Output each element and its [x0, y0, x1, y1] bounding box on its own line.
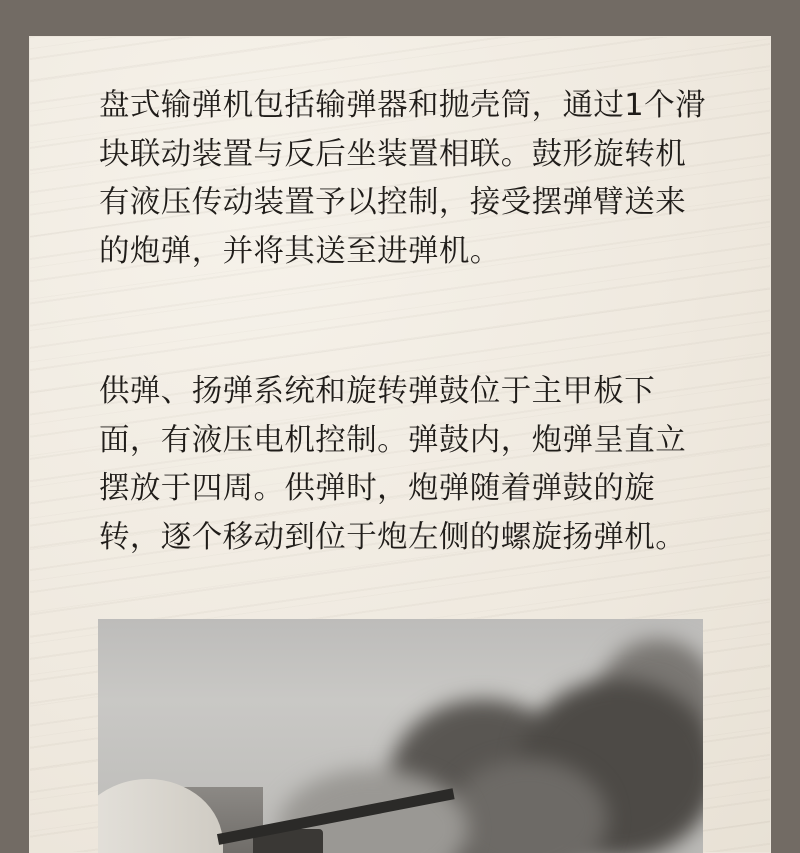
article-paragraph: 盘式输弹机包括输弹器和抛壳筒，通过1个滑块联动装置与反后坐装置相联。鼓形旋转机有液压传动装置予以控制，接受摆弹臂送来的炮弹，并将其送至进弹机。	[99, 88, 706, 269]
article-paragraph: 供弹、扬弹系统和旋转弹鼓位于主甲板下面，有液压电机控制。弹鼓内，炮弹呈直立摆放于四周。供弹时，炮弹随着弹鼓的旋转，逐个移动到位于炮左侧的螺旋扬弹机。	[99, 374, 687, 555]
article-paper	[29, 36, 771, 853]
naval-gun-firing-photo	[98, 619, 703, 853]
